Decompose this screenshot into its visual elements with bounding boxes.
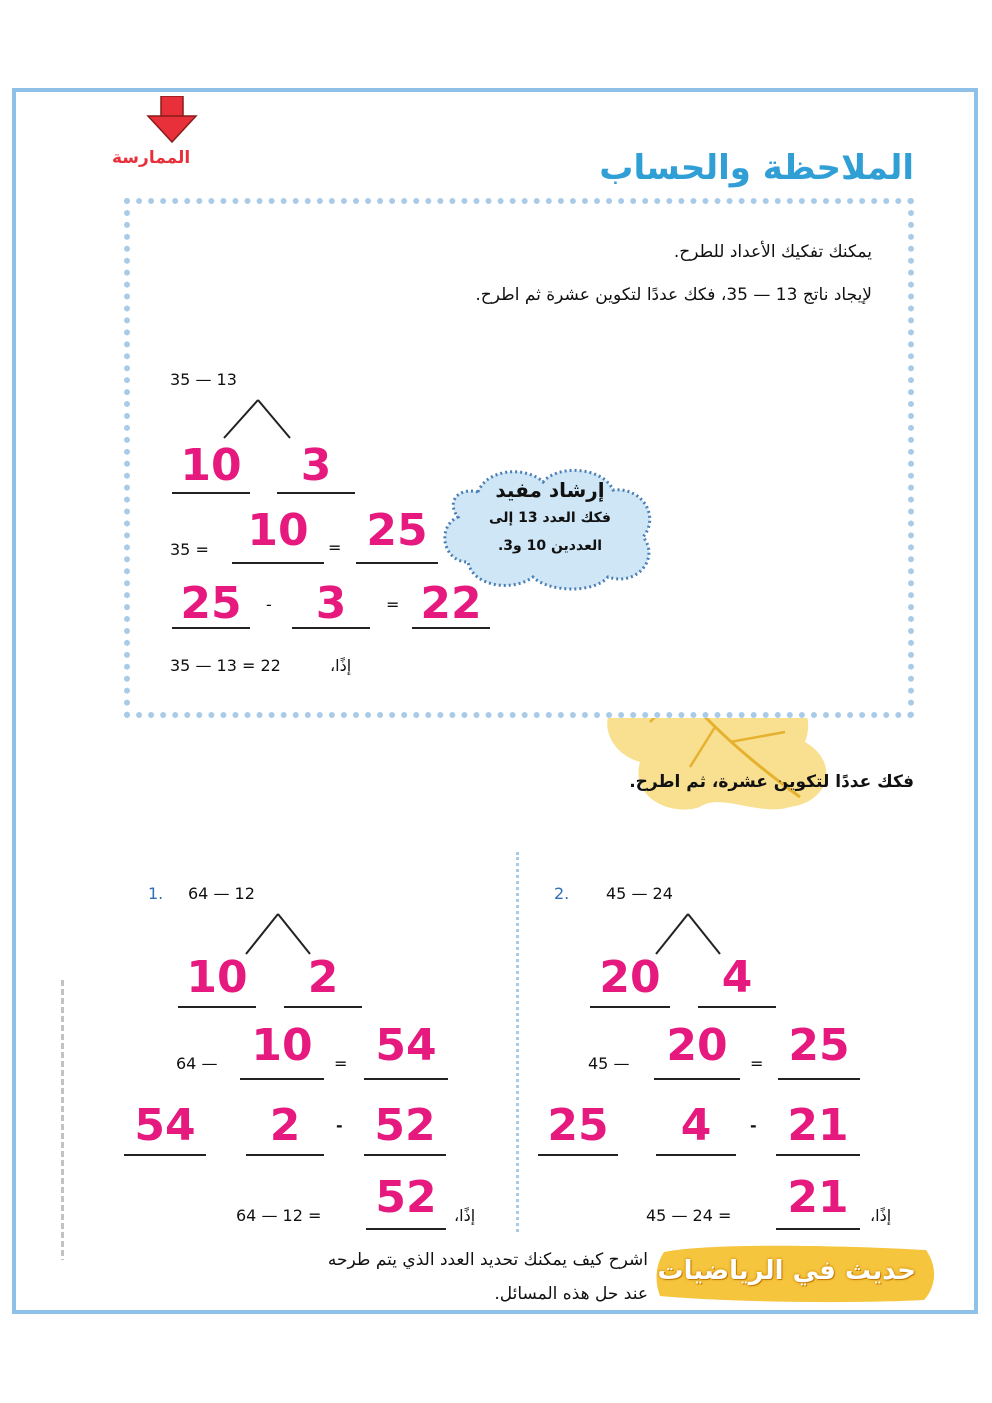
example-split-b: 3 (300, 440, 332, 491)
problem-2-row2-op: - (750, 1116, 757, 1135)
problem-2-row1-a-line (654, 1078, 740, 1080)
problem-2-row2-a-line (538, 1154, 618, 1156)
example-row2-a-line (172, 627, 250, 629)
problem-2-row2-b: 4 (680, 1100, 712, 1151)
problem-2-split-tree (652, 912, 728, 956)
example-row2-op1: - (266, 595, 272, 614)
example-split-tree (220, 398, 300, 440)
example-row2-c-line (412, 627, 490, 629)
problem-1-final-expr: 64 — 12 = (236, 1206, 322, 1225)
problem-1-split-b-line (284, 1006, 362, 1008)
problem-2-row1-prefix: 45 — (588, 1054, 630, 1073)
problem-2-row2-c-line (776, 1154, 860, 1156)
example-conclusion: 35 — 13 = 22 (170, 656, 281, 675)
example-instruction: لإيجاد ناتج 13 — 35، فكك عددًا لتكوين عشرة ثم اطرح. (475, 285, 872, 305)
problem-1-split-tree (242, 912, 318, 956)
problem-1-row1-op: = (334, 1054, 348, 1073)
problem-2-split-a-line (590, 1006, 670, 1008)
problem-1-final-prefix: إذًا، (454, 1206, 476, 1225)
problem-1-number: 1. (148, 884, 164, 903)
arrow-down-icon (146, 96, 198, 146)
problem-1-row1-prefix: 64 — (176, 1054, 218, 1073)
problem-1-row2-b: 2 (269, 1100, 301, 1151)
example-row1-op: = (328, 538, 342, 557)
page-title: الملاحظة والحساب (599, 148, 914, 188)
problem-2-split-b: 4 (721, 952, 753, 1003)
example-row1-a-line (232, 562, 324, 564)
problem-1-final-answer: 52 (375, 1172, 437, 1223)
problem-1-split-b: 2 (307, 952, 339, 1003)
problem-1-split-a: 10 (186, 952, 248, 1003)
problem-1-row1-b: 54 (375, 1020, 437, 1071)
problem-2-row2-a: 25 (547, 1100, 609, 1151)
problem-2-split-a: 20 (599, 952, 661, 1003)
column-divider (516, 852, 519, 1232)
problem-1-final-line (366, 1228, 446, 1230)
problem-1-row1-a: 10 (251, 1020, 313, 1071)
problem-2-row2-b-line (656, 1154, 736, 1156)
tip-title: إرشاد مفيد (495, 478, 605, 502)
example-row2-a: 25 (180, 578, 242, 629)
problem-2-row2-c: 21 (787, 1100, 849, 1151)
problem-1-row2-b-line (246, 1154, 324, 1156)
talk-text-line1: اشرح كيف يمكنك تحديد العدد الذي يتم طرحه (327, 1250, 648, 1270)
example-row2-c: 22 (420, 578, 482, 629)
problem-2-row1-op: = (750, 1054, 764, 1073)
problem-2-row1-b: 25 (788, 1020, 850, 1071)
problem-2-final-answer: 21 (787, 1172, 849, 1223)
problem-1-row2-op: - (336, 1116, 343, 1135)
problem-2-number: 2. (554, 884, 570, 903)
example-conclusion-label: إذًا، (330, 656, 352, 675)
problem-1-row1-a-line (240, 1078, 324, 1080)
problem-1-row2-a: 54 (134, 1100, 196, 1151)
example-split-a-line (172, 492, 250, 494)
practice-label: الممارسة (112, 148, 191, 168)
example-row2-b: 3 (315, 578, 347, 629)
example-intro: يمكنك تفكيك الأعداد للطرح. (673, 242, 872, 262)
problem-1-split-a-line (178, 1006, 256, 1008)
example-row1-b: 25 (366, 505, 428, 556)
problem-2-row1-a: 20 (666, 1020, 728, 1071)
problem-2-final-expr: 45 — 24 = (646, 1206, 732, 1225)
side-copyright-strip (56, 980, 70, 1260)
example-row1-left: 35 = (170, 540, 209, 559)
talk-banner: حديث في الرياضيات (657, 1256, 916, 1286)
problem-1-row2-c: 52 (374, 1100, 436, 1151)
problem-1-row1-b-line (364, 1078, 448, 1080)
problem-2-split-b-line (698, 1006, 776, 1008)
exercise-instruction: فكك عددًا لتكوين عشرة، ثم اطرح. (629, 772, 914, 792)
talk-text-line2: عند حل هذه المسائل. (494, 1284, 648, 1304)
problem-1-row2-c-line (364, 1154, 446, 1156)
tip-line2: العددين 10 و3. (497, 538, 603, 554)
example-row2-op2: = (386, 595, 400, 614)
problem-2-final-prefix: إذًا، (870, 1206, 892, 1225)
problem-1-row2-a-line (124, 1154, 206, 1156)
problem-2-row1-b-line (778, 1078, 860, 1080)
problem-2-expr: 45 — 24 (606, 884, 673, 903)
problem-1-expr: 64 — 12 (188, 884, 255, 903)
example-split-b-line (277, 492, 355, 494)
example-row1-a: 10 (247, 505, 309, 556)
example-row2-b-line (292, 627, 370, 629)
example-problem: 35 — 13 (170, 370, 237, 389)
problem-2-final-line (776, 1228, 860, 1230)
tip-line1: فكك العدد 13 إلى (489, 510, 611, 526)
example-row1-b-line (356, 562, 438, 564)
example-split-a: 10 (180, 440, 242, 491)
